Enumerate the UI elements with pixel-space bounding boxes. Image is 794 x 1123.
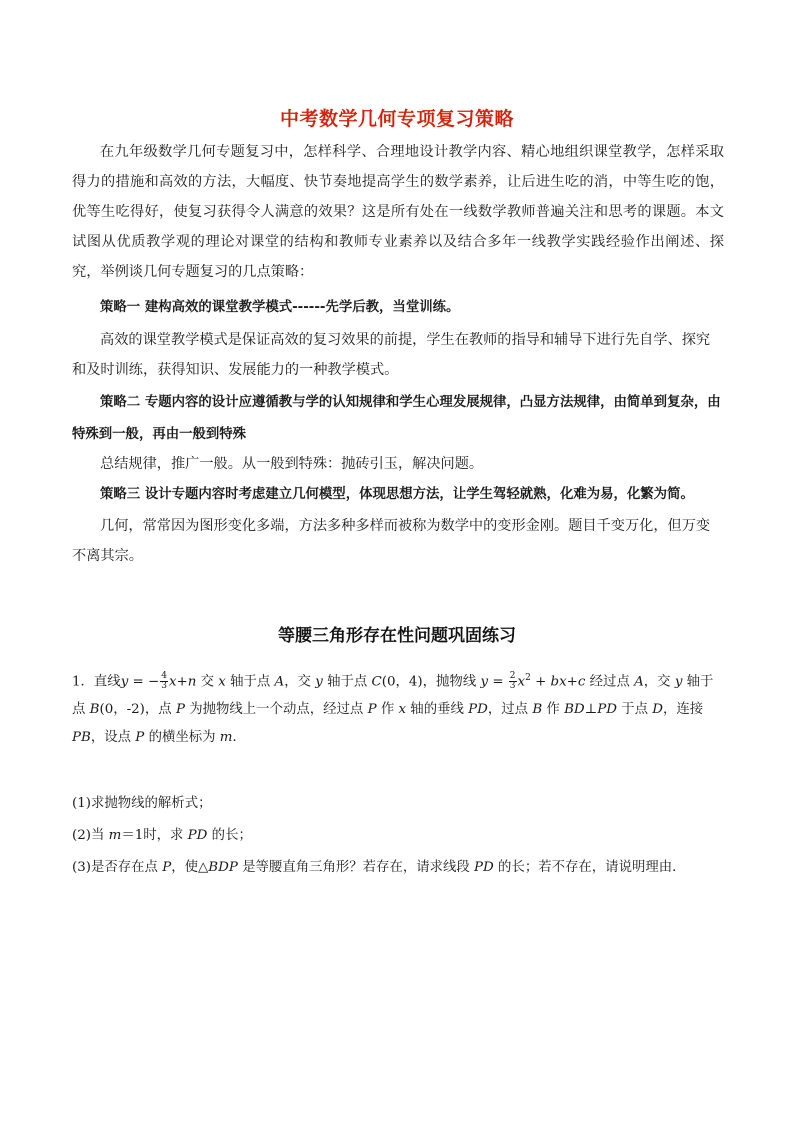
intro-paragraph: 在九年级数学几何专题复习中，怎样科学、合理地设计教学内容、精心地组织课堂教学，怎样采取得力的措施和高效的方法，大幅度、快节奏地提高学生的数学素养，让后进生吃的消，中等生吃的饱，优等生吃得好，使复习获得令人满意的效果？这是所有处在一线数学教师普遍关注和思考的课题。本文试图从优质教学观的理论对课堂的结构和教师专业素养以及结合多年一线教学实践经验作出阐述、探究，举例谈几何专题复习的几点策略： [72,144,724,280]
problem-1-stem [72,664,724,752]
perpendicular-symbol: ⊥ [584,702,598,718]
text: ，交 [284,674,316,690]
math-expr: x+n [168,674,197,690]
frac-num: 2 [509,671,516,682]
math-var: PD [597,702,617,718]
strategy-3-body: 几何，常常因为图形变化多端，方法多种多样而被称为数学中的变形金刚。题目千变万化，但万变不离其宗。 [72,518,711,564]
math-var: P [367,702,377,718]
text: 轴于点 [225,674,275,690]
text: ，设点 [90,730,136,746]
text: ． [232,730,246,746]
text: 轴于点 [322,674,372,690]
text: ，连接 [663,702,704,718]
math-var: PD [468,702,488,718]
math-var: P [135,730,145,746]
text: = − [128,674,160,690]
math-var: A [274,674,285,690]
text: ＝1时，求 [121,828,188,843]
text: 于点 [616,702,653,718]
math-var: A [634,674,644,690]
math-var: D [652,702,664,718]
frac-num: 4 [161,671,167,682]
math-var: BD [564,702,585,718]
text: = [488,674,508,690]
math-var: x [218,674,226,690]
text: 为抛物线上一个动点，经过点 [184,702,368,718]
text: ，抛物线 [422,674,481,690]
strategy-2-body: 总结规律，推广一般。从一般到特殊：抛砖引玉，解决问题。 [100,456,484,472]
math-var: BDP [208,860,238,875]
text: 经过点 [585,674,635,690]
math-var: B [532,702,543,718]
strategy-1-body: 高效的课堂教学模式是保证高效的复习效果的前提，学生在教师的指导和辅导下进行先自学、探究和及时训练，获得知识、发展能力的一种教学模式。 [72,332,711,378]
text: 是等腰直角三角形？若存在，请求线段 [237,860,475,875]
math-var: P [175,702,185,718]
math-exponent: 2 [525,673,531,683]
math-var: B [89,702,100,718]
page-title: 中考数学几何专项复习策略 [279,108,514,130]
math-var: y [480,674,489,690]
fraction-4-3 [160,672,168,691]
strategy-1-heading: 策略一 建构高效的课堂教学模式------先学后教，当堂训练。 [100,300,460,315]
text: ，点 [144,702,176,718]
section-title: 等腰三角形存在性问题巩固练习 [278,626,516,646]
math-var: y [674,674,683,690]
math-expr: + bx+c [530,674,586,690]
math-var: x [517,674,526,690]
text: 作 [542,702,565,718]
math-var: y [315,674,323,690]
text: 的长；若不存在，请说明理由． [493,860,686,875]
text: ，过点 [487,702,533,718]
text: (2)当 [72,828,109,843]
text: 轴的垂线 [406,702,469,718]
strategy-2-heading: 策略二 专题内容的设计应遵循教与学的认知规律和学生心理发展规律，凸显方法规律，由简单到复杂，由特殊到一般，再由一般到特殊 [72,395,721,442]
question-2 [72,822,724,850]
math-var: PB [72,730,91,746]
text: 的长； [207,828,252,843]
text: (3)是否存在点 [72,860,163,875]
math-var: m [108,828,122,843]
fraction-2-3 [509,672,517,691]
math-var: P [162,860,172,875]
frac-den: 3 [161,681,167,692]
math-coord: (0，4) [381,674,423,690]
math-var: y [120,674,129,690]
text: 轴于点 [72,674,714,718]
text: 直线 [93,674,121,690]
question-3 [72,854,724,882]
question-1: (1)求抛物线的解析式； [72,796,212,811]
text: 交 [196,674,219,690]
text: ，使△ [171,860,209,875]
frac-den: 3 [509,681,516,692]
math-var: x [398,702,407,718]
text: 的横坐标为 [144,730,220,746]
math-var: m [219,730,233,746]
math-var: C [371,674,382,690]
math-var: PD [187,828,208,843]
math-var: PD [474,860,494,875]
math-coord: (0，-2) [99,702,145,718]
text: ，交 [643,674,675,690]
strategy-3-heading: 策略三 设计专题内容时考虑建立几何模型，体现思想方法，让学生驾轻就熟，化难为易，化繁为简。 [100,487,694,502]
problem-number: 1． [72,674,94,690]
text: 作 [376,702,399,718]
